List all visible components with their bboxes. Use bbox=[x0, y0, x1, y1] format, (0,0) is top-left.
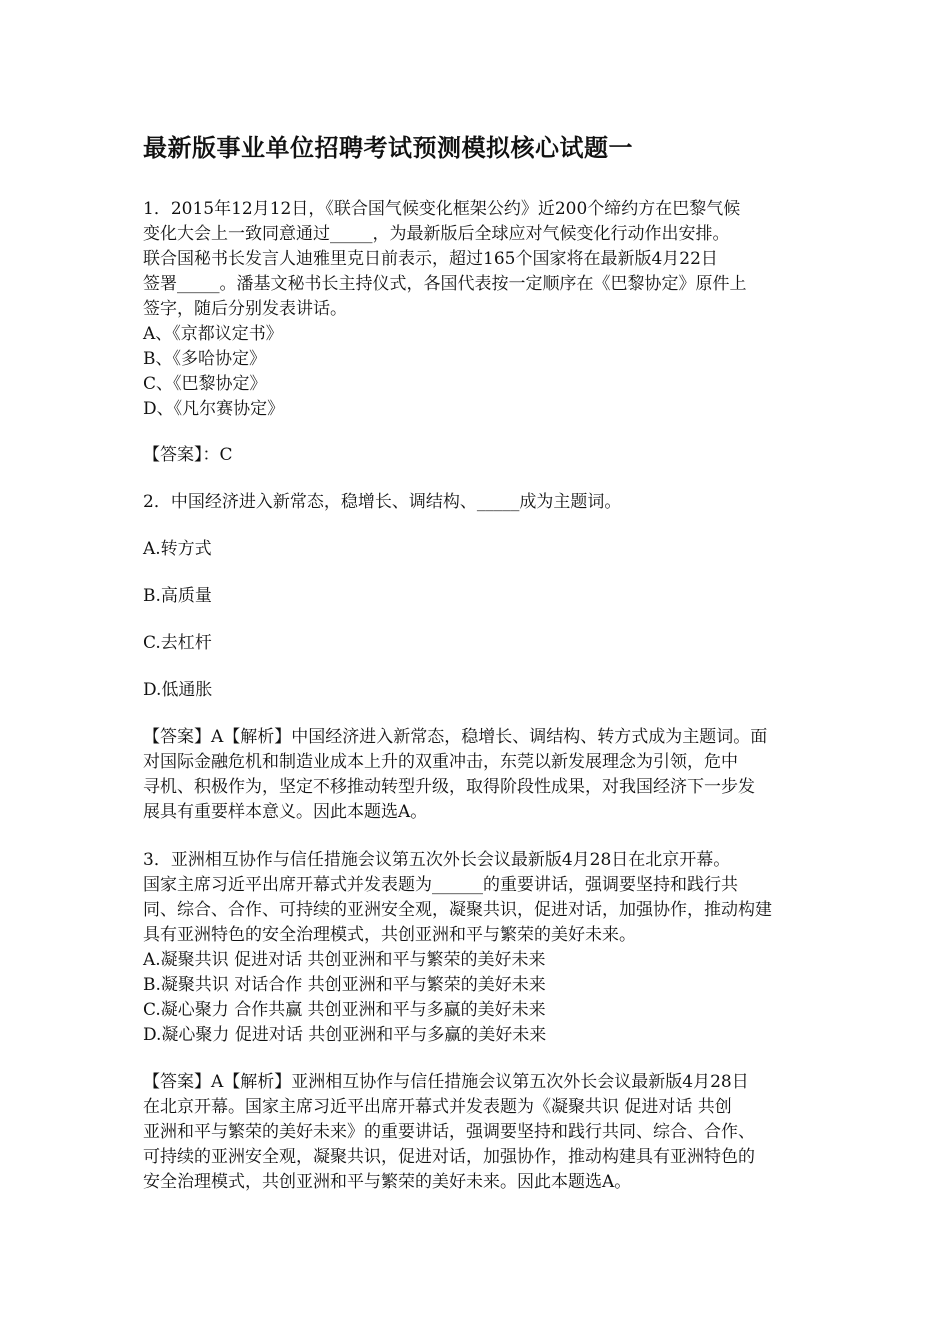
option-b: B.高质量 bbox=[143, 586, 212, 606]
question-3-line: 同、综合、合作、可持续的亚洲安全观，凝聚共识，促进对话，加强协作，推动构建 bbox=[143, 900, 772, 920]
question-1-answer: 【答案】：C bbox=[143, 445, 233, 465]
question-2-answer bbox=[143, 725, 813, 825]
answer-line: 亚洲和平与繁荣的美好未来》的重要讲话，强调要坚持和践行共同、综合、合作、 bbox=[143, 1122, 755, 1142]
question-3-stem bbox=[143, 848, 813, 948]
question-3-line: 具有亚洲特色的安全治理模式，共创亚洲和平与繁荣的美好未来。 bbox=[143, 925, 636, 945]
option-c: C.去杠杆 bbox=[143, 633, 212, 653]
question-1-line: 联合国秘书长发言人迪雅里克日前表示，超过165个国家将在最新版4月22日 bbox=[143, 249, 718, 269]
question-1-line: 1．2015年12月12日，《联合国气候变化框架公约》近200个缔约方在巴黎气候 bbox=[143, 199, 741, 219]
option-b: B、《多哈协定》 bbox=[143, 349, 266, 369]
question-1-stem bbox=[143, 197, 813, 322]
answer-line: 在北京开幕。国家主席习近平出席开幕式并发表题为《凝聚共识 促进对话 共创 bbox=[143, 1097, 732, 1117]
option-c: C、《巴黎协定》 bbox=[143, 374, 267, 394]
question-3-line: 3．亚洲相互协作与信任措施会议第五次外长会议最新版4月28日在北京开幕。 bbox=[143, 850, 731, 870]
answer-line: 寻机、积极作为，坚定不移推动转型升级，取得阶段性成果，对我国经济下一步发 bbox=[143, 777, 755, 797]
page-title: 最新版事业单位招聘考试预测模拟核心试题一 bbox=[143, 134, 633, 162]
option-a: A.凝聚共识 促进对话 共创亚洲和平与繁荣的美好未来 bbox=[143, 950, 546, 970]
answer-line: 对国际金融危机和制造业成本上升的双重冲击，东莞以新发展理念为引领，危中 bbox=[143, 752, 738, 772]
option-d: D、《凡尔赛协定》 bbox=[143, 399, 285, 419]
question-1-line: 签署_____。潘基文秘书长主持仪式，各国代表按一定顺序在《巴黎协定》原件上 bbox=[143, 274, 747, 294]
answer-line: 【答案】A【解析】亚洲相互协作与信任措施会议第五次外长会议最新版4月28日 bbox=[143, 1072, 749, 1092]
option-d: D.凝心聚力 促进对话 共创亚洲和平与多赢的美好未来 bbox=[143, 1025, 547, 1045]
question-3-options bbox=[143, 948, 813, 1048]
option-d: D.低通胀 bbox=[143, 680, 213, 700]
question-1-line: 签字，随后分别发表讲话。 bbox=[143, 299, 347, 319]
option-b: B.凝聚共识 对话合作 共创亚洲和平与繁荣的美好未来 bbox=[143, 975, 546, 995]
answer-line: 展具有重要样本意义。因此本题选A。 bbox=[143, 802, 428, 822]
answer-line: 安全治理模式，共创亚洲和平与繁荣的美好未来。因此本题选A。 bbox=[143, 1172, 632, 1192]
option-a: A、《京都议定书》 bbox=[143, 324, 283, 344]
question-3-answer bbox=[143, 1070, 813, 1195]
answer-line: 可持续的亚洲安全观，凝聚共识，促进对话，加强协作，推动构建具有亚洲特色的 bbox=[143, 1147, 755, 1167]
option-c: C.凝心聚力 合作共赢 共创亚洲和平与多赢的美好未来 bbox=[143, 1000, 546, 1020]
question-1-options bbox=[143, 322, 813, 422]
question-1-line: 变化大会上一致同意通过_____，为最新版后全球应对气候变化行动作出安排。 bbox=[143, 224, 730, 244]
question-2-stem: 2．中国经济进入新常态，稳增长、调结构、_____成为主题词。 bbox=[143, 492, 622, 512]
answer-line: 【答案】A【解析】中国经济进入新常态，稳增长、调结构、转方式成为主题词。面 bbox=[143, 727, 768, 747]
option-a: A.转方式 bbox=[143, 539, 212, 559]
question-3-line: 国家主席习近平出席开幕式并发表题为______的重要讲话，强调要坚持和践行共 bbox=[143, 875, 738, 895]
